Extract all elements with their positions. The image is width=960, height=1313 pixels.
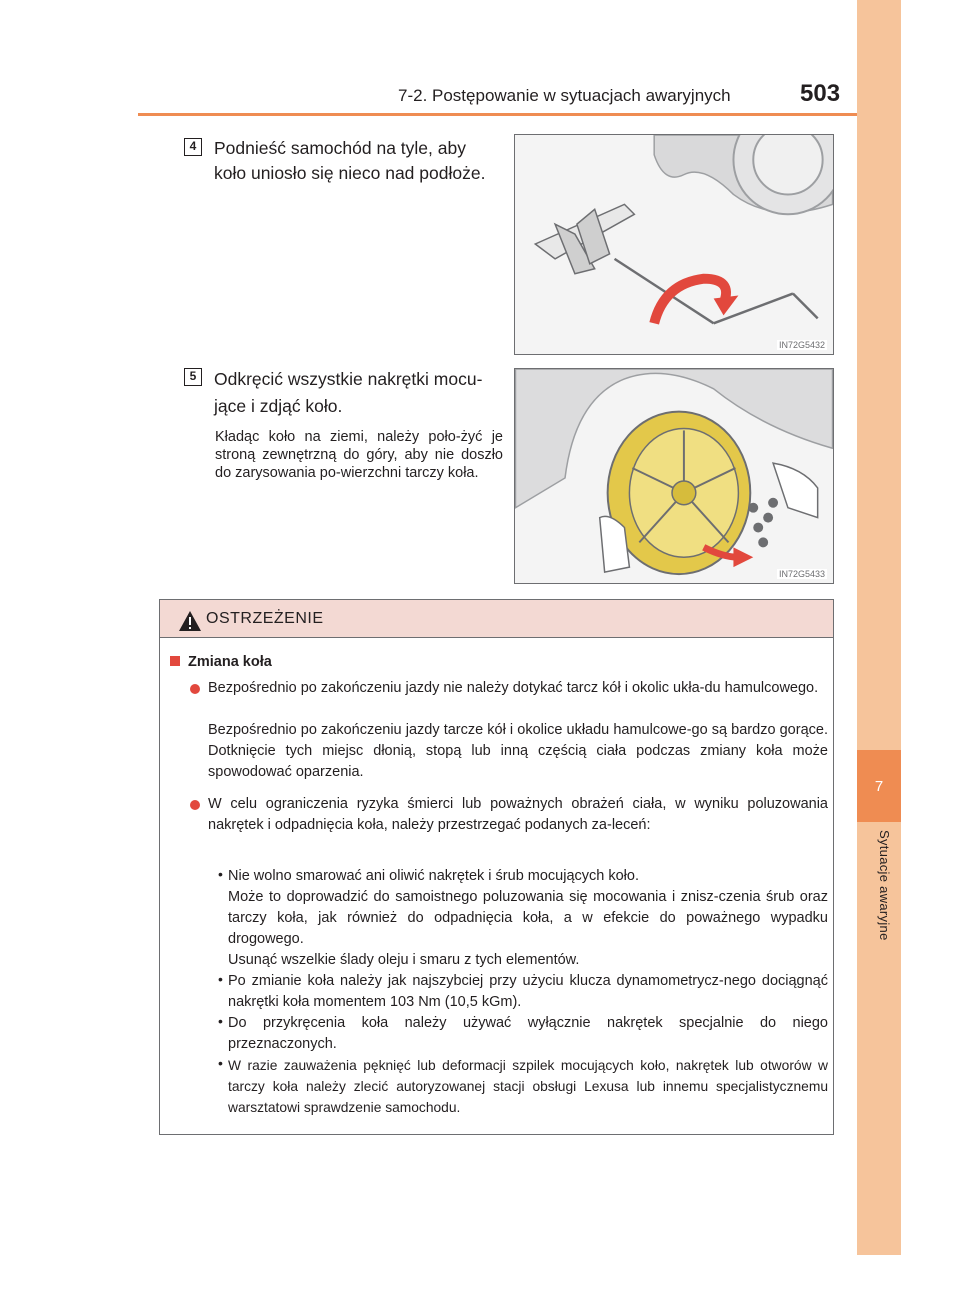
chapter-side-tab bbox=[857, 0, 901, 1255]
jack-lifting-illustration bbox=[515, 135, 833, 354]
warning-sub-4: W razie zauważenia pęknięć lub deformacji szpilek mocujących koło, nakrętek lub otworów w tarczy koła należy zlecić autoryzowanej stacji obsługi Lexusa lub innemu specjalistycznemu warsztatowi sprawdzenie samochodu. bbox=[228, 1058, 828, 1115]
step-5-text-line1: Odkręcić wszystkie nakrętki mocu- bbox=[214, 369, 483, 389]
warning-bullet-2: W celu ograniczenia ryzyka śmierci lub poważnych obrażeń ciała, w wyniku poluzowania nakrętek i odpadnięcia koła, należy przestrzegać podanych za-leceń: bbox=[208, 796, 828, 833]
page-number: 503 bbox=[800, 80, 841, 107]
sub-bullet-icon: • bbox=[218, 1013, 223, 1029]
warning-section-label: Zmiana koła bbox=[188, 654, 272, 670]
warning-header bbox=[160, 600, 833, 638]
warning-sub-3: Do przykręcenia koła należy używać wyłącznie nakrętek specjalnie do niego przeznaczonych. bbox=[228, 1015, 828, 1052]
section-square-icon bbox=[170, 656, 180, 666]
warning-triangle-icon bbox=[178, 610, 202, 632]
wheel-removal-illustration bbox=[515, 369, 833, 583]
step-5-number: 5 bbox=[184, 368, 202, 386]
warning-sub-1b: Może to doprowadzić do samoistnego poluzowania się mocowania i znisz-czenia śrub oraz tarczy koła, jak również do odpadnięcia koła, a w efekcie do poważnego wypadku drogowego. bbox=[228, 889, 828, 947]
step-4-text-line2: koło uniosło się nieco nad podłoże. bbox=[214, 163, 486, 183]
sub-bullet-icon: • bbox=[218, 1055, 223, 1071]
figure-code: IN72G5433 bbox=[778, 569, 825, 579]
bullet-dot-icon bbox=[190, 684, 200, 694]
wheel-removal-figure bbox=[514, 368, 834, 584]
section-header-title: 7-2. Postępowanie w sytuacjach awaryjnych bbox=[398, 86, 731, 105]
sub-bullet-icon: • bbox=[218, 866, 223, 882]
bullet-dot-icon bbox=[190, 800, 200, 810]
warning-section-title bbox=[170, 654, 272, 670]
sub-bullet-icon: • bbox=[218, 971, 223, 987]
step-5-text-line2: jące i zdjąć koło. bbox=[214, 396, 343, 416]
step-5-text bbox=[214, 366, 504, 420]
step-5-note: Kładąc koło na ziemi, należy poło-żyć je stroną zewnętrzną do góry, aby nie doszło do zarysowania po-wierzchni tarczy koła. bbox=[215, 429, 503, 481]
figure-code: IN72G5432 bbox=[778, 340, 825, 350]
warning-sub-2: Po zmianie koła należy jak najszybciej przy użyciu klucza dynamometrycz-nego dociągnąć nakrętki koła momentem 103 Nm (10,5 kGm). bbox=[228, 973, 828, 1010]
warning-bullet-1a: Bezpośrednio po zakończeniu jazdy nie należy dotykać tarcz kół i okolic ukła-du hamulcowego. bbox=[208, 680, 819, 696]
step-4-number: 4 bbox=[184, 138, 202, 156]
warning-box bbox=[159, 599, 834, 1135]
warning-title: OSTRZEŻENIE bbox=[206, 610, 324, 627]
warning-sub-1a: Nie wolno smarować ani oliwić nakrętek i śrub mocujących koło. bbox=[228, 868, 639, 884]
chapter-label: Sytuacje awaryjne bbox=[877, 830, 892, 941]
step-4-text bbox=[214, 136, 504, 186]
header-rule bbox=[138, 113, 857, 116]
jack-lifting-figure bbox=[514, 134, 834, 355]
chapter-number-tab[interactable]: 7 bbox=[857, 750, 901, 822]
warning-sub-1c: Usunąć wszelkie ślady oleju i smaru z tych elementów. bbox=[228, 952, 580, 968]
step-4-text-line1: Podnieść samochód na tyle, aby bbox=[214, 138, 466, 158]
warning-bullet-1b: Bezpośrednio po zakończeniu jazdy tarcze kół i okolice układu hamulcowe-go są bardzo gorące. Dotknięcie tych miejsc dłonią, stopą lub inną częścią ciała podczas zmiany koła może spowodować oparzenia. bbox=[208, 722, 828, 780]
